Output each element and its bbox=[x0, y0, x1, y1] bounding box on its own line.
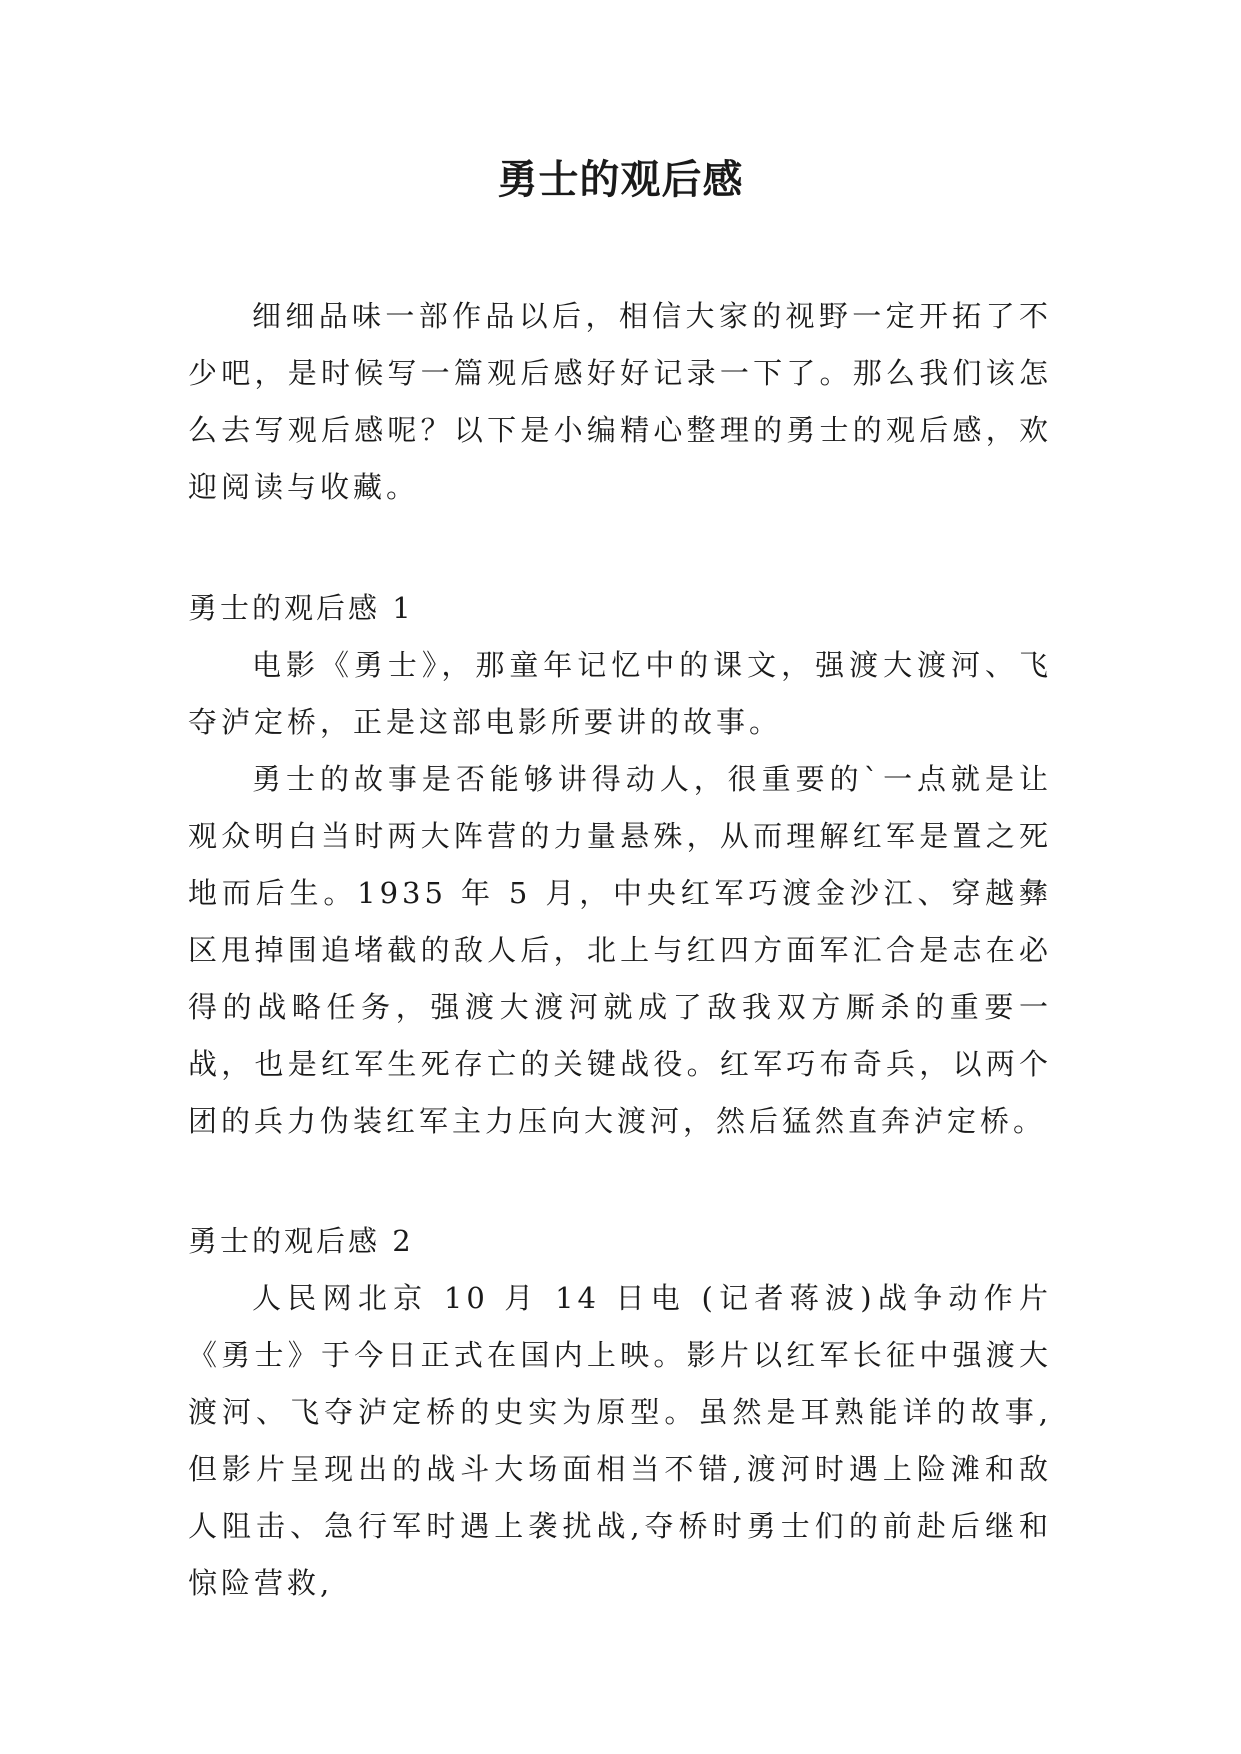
section-paragraph: 勇士的故事是否能够讲得动人，很重要的`一点就是让观众明白当时两大阵营的力量悬殊，从而理解红军是置之死地而后生。1935 年 5 月，中央红军巧渡金沙江、穿越彝区甩掉围追堵截的敌人后，北上与红四方面军汇合是志在必得的战略任务，强渡大渡河就成了敌我双方厮杀的重要一战，也是红军生死存亡的关键战役。红军巧布奇兵，以两个团的兵力伪装红军主力压向大渡河，然后猛然直奔泸定桥。 bbox=[188, 762, 1052, 1138]
section-paragraph: 人民网北京 10 月 14 日电 (记者蒋波)战争动作片《勇士》于今日正式在国内上映。影片以红军长征中强渡大渡河、飞夺泸定桥的史实为原型。虽然是耳熟能详的故事,但影片呈现出的战斗大场面相当不错,渡河时遇上险滩和敌人阻击、急行军时遇上袭扰战,夺桥时勇士们的前赴后继和惊险营救, bbox=[188, 1281, 1052, 1600]
section-heading: 勇士的观后感 1 bbox=[188, 591, 414, 625]
section-2 bbox=[188, 1213, 1052, 1612]
page-title: 勇士的观后感 bbox=[497, 156, 744, 203]
section-heading: 勇士的观后感 2 bbox=[188, 1224, 414, 1258]
section-paragraph: 电影《勇士》，那童年记忆中的课文，强渡大渡河、飞夺泸定桥，正是这部电影所要讲的故事。 bbox=[188, 648, 1052, 739]
intro-paragraph: 细细品味一部作品以后，相信大家的视野一定开拓了不少吧，是时候写一篇观后感好好记录一下了。那么我们该怎么去写观后感呢？以下是小编精心整理的勇士的观后感，欢迎阅读与收藏。 bbox=[188, 299, 1052, 504]
intro-section bbox=[188, 288, 1052, 516]
section-1 bbox=[188, 580, 1052, 1150]
